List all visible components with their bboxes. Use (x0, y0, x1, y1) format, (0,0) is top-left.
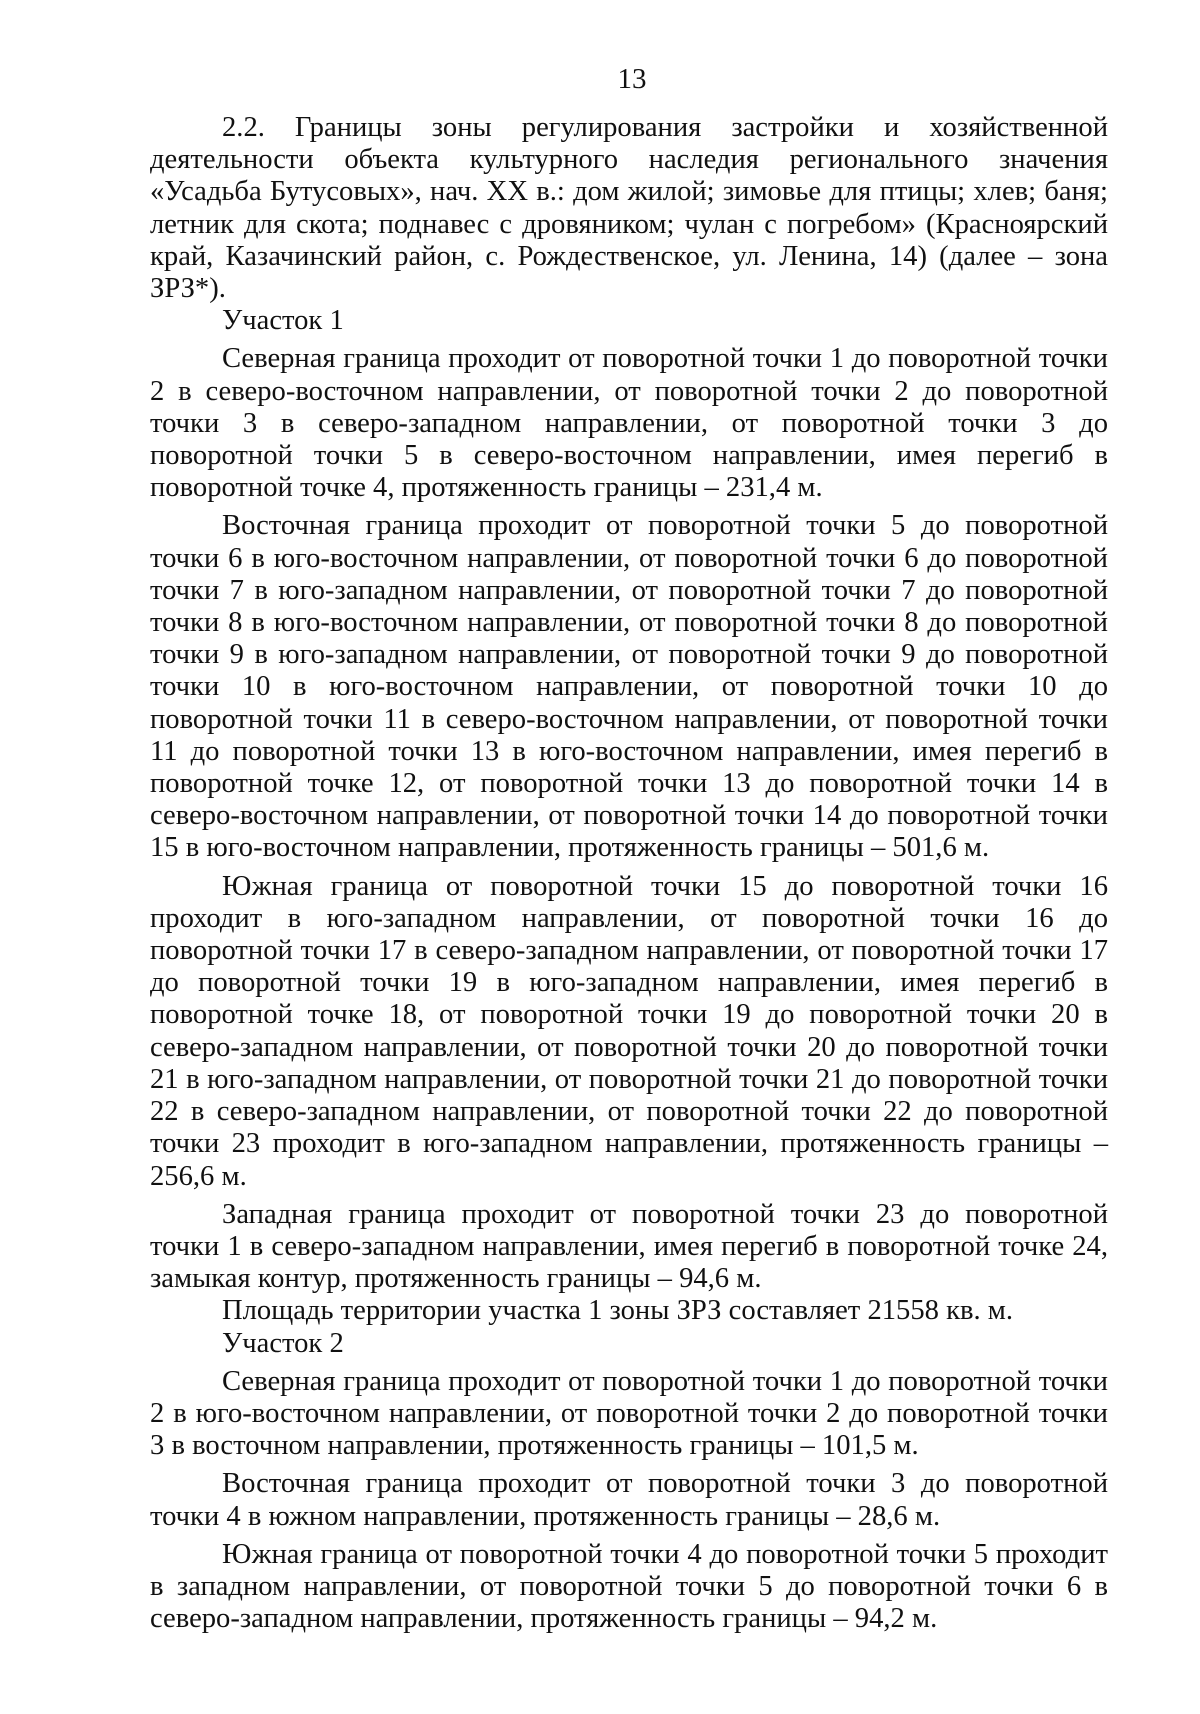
plot-2-north-boundary: Северная граница проходит от поворотной точки 1 до поворотной точки 2 в юго-восточном направлении, от поворотной точки 2 до поворотной точки 3 в восточном направлении, протяженность границы – 101,5 м. (150, 1365, 1108, 1462)
plot-1-east-boundary: Восточная граница проходит от поворотной точки 5 до поворотной точки 6 в юго-восточном направлении, от поворотной точки 6 до поворотной точки 7 в юго-западном направлении, от поворотной точки 7 до поворотной точки 8 в юго-восточном направлении, от поворотной точки 8 до поворотной точки 9 в юго-западном направлении, от поворотной точки 9 до поворотной точки 10 в юго-восточном направлении, от поворотной точки 10 до поворотной точки 11 в северо-восточном направлении, от поворотной точки 11 до поворотной точки 13 в юго-восточном направлении, имея перегиб в поворотной точке 12, от поворотной точки 13 до поворотной точки 14 в северо-восточном направлении, от поворотной точки 14 до поворотной точки 15 в юго-восточном направлении, протяженность границы – 501,6 м. (150, 510, 1108, 864)
plot-2-south-boundary: Южная граница от поворотной точки 4 до поворотной точки 5 проходит в западном направлении, от поворотной точки 5 до поворотной точки 6 в северо-западном направлении, протяженность границы – 94,2 м. (150, 1538, 1108, 1635)
plot-1-heading: Участок 1 (222, 305, 344, 337)
plot-1-north-boundary: Северная граница проходит от поворотной точки 1 до поворотной точки 2 в северо-восточном направлении, от поворотной точки 2 до поворотной точки 3 в северо-западном направлении, от поворотной точки 3 до поворотной точки 5 в северо-восточном направлении, имея перегиб в поворотной точке 4, протяженность границы – 231,4 м. (150, 343, 1108, 504)
plot-2-heading: Участок 2 (222, 1327, 344, 1359)
document-body (150, 112, 1108, 1635)
plot-1-south-boundary: Южная граница от поворотной точки 15 до поворотной точки 16 проходит в юго-западном направлении, от поворотной точки 16 до поворотной точки 17 в северо-западном направлении, от поворотной точки 17 до поворотной точки 19 в юго-западном направлении, имея перегиб в поворотной точке 18, от поворотной точки 19 до поворотной точки 20 в северо-западном направлении, от поворотной точки 20 до поворотной точки 21 в юго-западном направлении, от поворотной точки 21 до поворотной точки 22 в северо-западном направлении, от поворотной точки 22 до поворотной точки 23 проходит в юго-западном направлении, протяженность границы – 256,6 м. (150, 870, 1108, 1192)
plot-1-west-boundary: Западная граница проходит от поворотной точки 23 до поворотной точки 1 в северо-западном направлении, имея перегиб в поворотной точке 24, замыкая контур, протяженность границы – 94,6 м. (150, 1198, 1108, 1295)
page-number: 13 (617, 63, 647, 95)
section-paragraph-zrz-boundaries: 2.2. Границы зоны регулирования застройки и хозяйственной деятельности объекта культурного наследия регионального значения «Усадьба Бутусовых», нач. XX в.: дом жилой; зимовье для птицы; хлев; баня; летник для скота; поднавес с дровяником; чулан с погребом» (Красноярский край, Казачинский район, с. Рождественское, ул. Ленина, 14) (далее – зона ЗРЗ*). (150, 112, 1108, 305)
plot-2-east-boundary: Восточная граница проходит от поворотной точки 3 до поворотной точки 4 в южном направлении, протяженность границы – 28,6 м. (150, 1468, 1108, 1532)
plot-1-area: Площадь территории участка 1 зоны ЗРЗ составляет 21558 кв. м. (222, 1295, 1014, 1327)
